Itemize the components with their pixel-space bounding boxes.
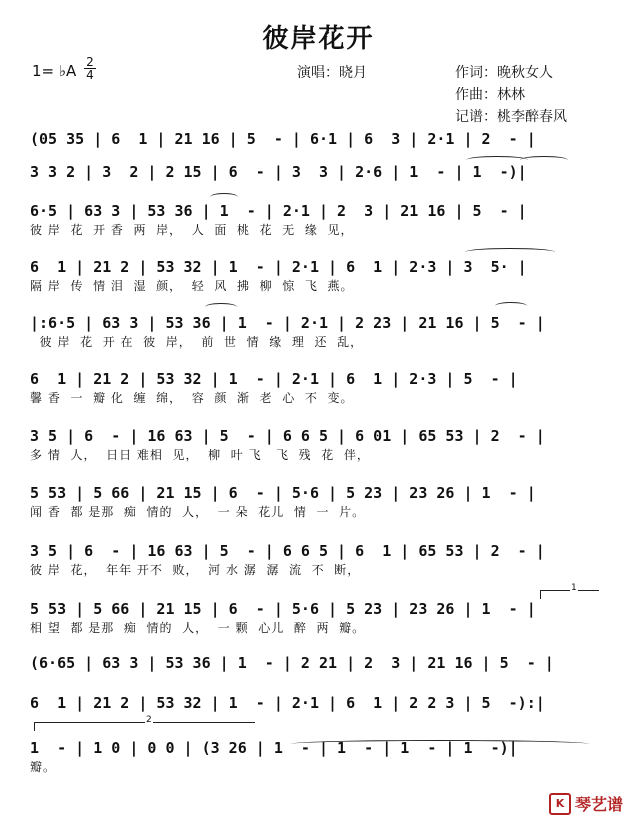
notes-line: |:6·5 | 63 3 | 53 36 | 1 - | 2·1 | 2 23 | 21 16 | 5 - | [30,314,545,332]
notes-line: 5 53 | 5 66 | 21 15 | 6 - | 5·6 | 5 23 | 23 26 | 1 - | [30,484,536,502]
slur-mark [210,193,238,201]
watermark-text: 琴艺谱 [574,795,623,814]
score-row [30,161,610,199]
tie-mark [466,156,528,164]
page-title: 彼岸花开 [262,24,375,54]
score-row [30,652,610,690]
time-signature-top: 2 [84,56,96,69]
tie-mark [520,156,568,164]
notes-line: 3 3 2 | 3 2 | 2 15 | 6 - | 3 3 | 2·6 | 1 - | 1 -)| [30,163,527,181]
lyric-line [30,674,610,690]
singer: 演唱：晓月 [297,65,367,81]
key-signature: 1= ♭A [32,62,77,80]
lyric-line: 相 望 都 是那 痴 情的 人， 一 颗 心儿 醉 两 瓣。 [30,621,366,635]
composer: 作曲：林林 [455,87,525,103]
score-row [30,312,610,350]
notes-line: 3 5 | 6 - | 16 63 | 5 - | 6 6 5 | 6 1 | 65 53 | 2 - | [30,542,545,560]
score-row [30,598,610,636]
notes-line: (05 35 | 6 1 | 21 16 | 5 - | 6·1 | 6 3 | 2·1 | 2 - | [30,130,536,148]
tie-mark [290,740,590,748]
lyric-line: 隔 岸 传 情 泪 湿 颜， 轻 风 拂 柳 惊 飞 燕。 [30,279,354,293]
lyric-line: 彼 岸 花 开 香 两 岸， 人 面 桃 花 无 缘 见， [30,223,354,237]
notes-line: (6·65 | 63 3 | 53 36 | 1 - | 2 21 | 2 3 | 21 16 | 5 - | [30,654,554,672]
score-row [30,540,610,578]
slur-mark [465,248,555,256]
first-ending-number: 1 [571,583,577,593]
lyricist: 作词：晚秋女人 [455,65,553,81]
lyric-line: 闻 香 都 是那 痴 情的 人， 一 朵 花儿 情 一 片。 [30,505,366,519]
notes-line: 5 53 | 5 66 | 21 15 | 6 - | 5·6 | 5 23 | 23 26 | 1 - | [30,600,536,618]
notes-line: 6·5 | 63 3 | 53 36 | 1 - | 2·1 | 2 3 | 21 16 | 5 - | [30,202,527,220]
score-row [30,200,610,238]
notes-line: 6 1 | 21 2 | 53 32 | 1 - | 2·1 | 6 1 | 2·3 | 5 - | [30,370,518,388]
second-ending-number: 2 [146,715,152,725]
lyric-line: 多 情 人， 日日 难相 见， 柳 叶 飞 飞 残 花 伴， [30,448,370,462]
score-row [30,482,610,520]
notes-line: 1 - | 1 0 | 0 0 | (3 26 | 1 - | 1 - | 1 - | 1 -)| [30,739,518,757]
notes-line: 3 5 | 6 - | 16 63 | 5 - | 6 6 5 | 6 01 | 65 53 | 2 - | [30,427,545,445]
second-ending-bracket [34,715,255,731]
lyric-line [30,183,610,199]
time-signature-bottom: 4 [86,68,94,82]
time-signature [84,56,96,81]
score-row [30,425,610,463]
first-ending-bracket [540,583,599,599]
notes-line: 6 1 | 21 2 | 53 32 | 1 - | 2·1 | 6 1 | 2·3 | 3 5· | [30,258,527,276]
lyric-line: 馨 香 一 瓣 化 缠 绵， 容 颜 渐 老 心 不 变。 [30,391,354,405]
score-row [30,368,610,406]
lyric-line: 彼 岸 花 开 在 彼 岸， 前 世 情 缘 理 还 乱， [30,335,364,349]
slur-mark [495,302,527,310]
qinyipu-logo-icon: K [549,793,571,815]
lyric-line: 彼 岸 花， 年年 开不 败， 河 水 潺 潺 流 不 断， [30,563,361,577]
slur-mark [205,303,237,311]
transcriber: 记谱：桃李醉春风 [455,109,567,125]
notes-line: 6 1 | 21 2 | 53 32 | 1 - | 2·1 | 6 1 | 2 2 3 | 5 -):| [30,694,545,712]
lyric-line: 瓣。 [30,760,57,774]
score-row [30,256,610,294]
watermark [549,792,623,815]
